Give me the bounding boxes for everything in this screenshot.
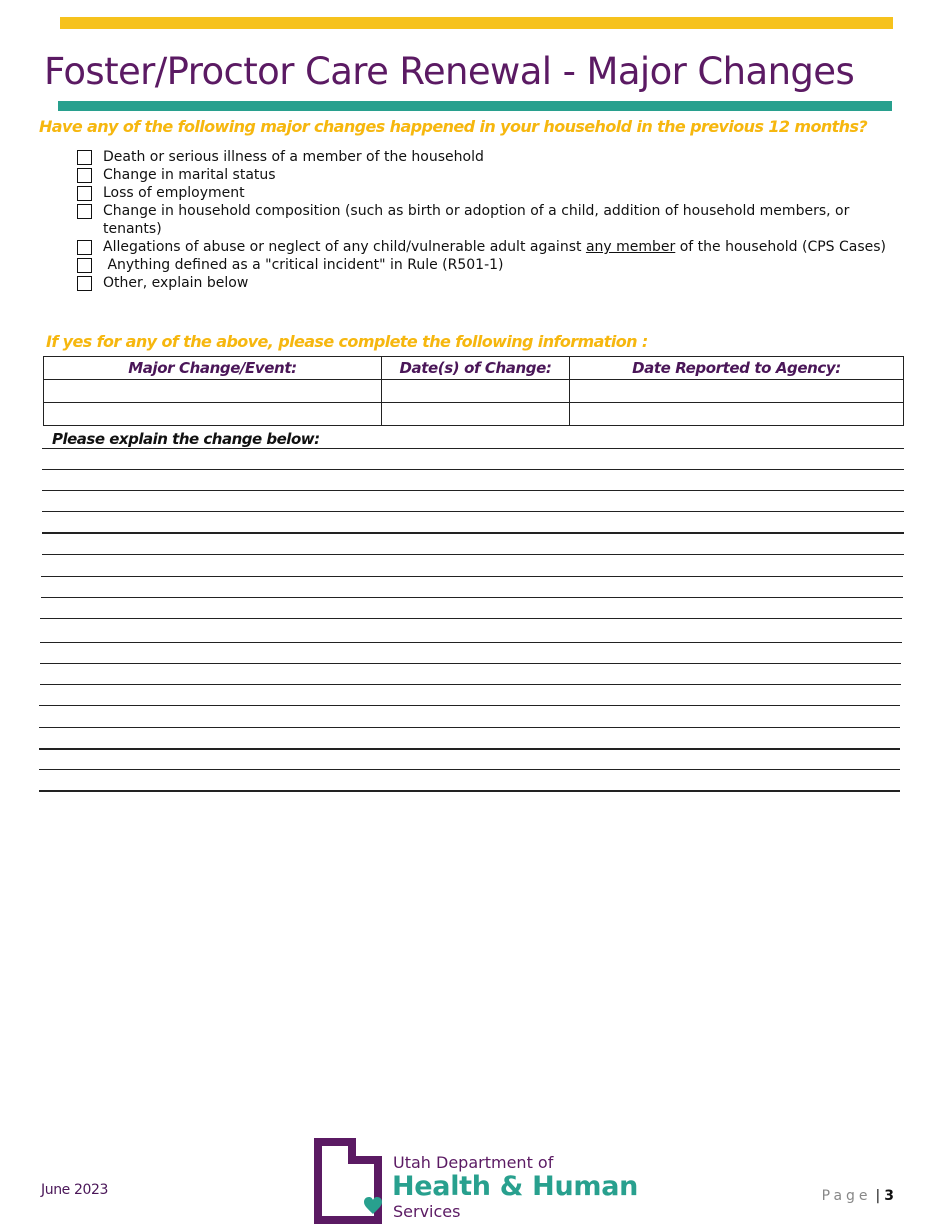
writing-line[interactable] — [39, 748, 900, 750]
event-cell[interactable] — [44, 380, 382, 403]
top-accent-bar — [60, 17, 893, 29]
table-row — [44, 380, 904, 403]
checklist-item-employment[interactable] — [77, 184, 897, 202]
checklist-item-label: Change in marital status — [103, 167, 276, 183]
reported-date-cell[interactable] — [570, 403, 904, 426]
emphasis-text: any member — [585, 239, 676, 255]
checklist-item-critical-incident[interactable] — [77, 256, 897, 274]
checklist-item-label: Death or serious illness of a member of the household — [103, 149, 484, 165]
writing-line[interactable] — [39, 769, 900, 770]
checklist-item-household-composition[interactable] — [77, 202, 897, 238]
column-header-reported-date: Date Reported to Agency: — [570, 357, 904, 380]
checklist-item-other[interactable] — [77, 274, 897, 292]
checklist-item-abuse-allegations[interactable] — [77, 238, 897, 256]
checkbox[interactable] — [77, 204, 92, 219]
title-underline-bar — [58, 101, 892, 111]
change-date-cell[interactable] — [382, 403, 570, 426]
checkbox[interactable] — [77, 168, 92, 183]
writing-line[interactable] — [42, 490, 904, 491]
reported-date-cell[interactable] — [570, 380, 904, 403]
logo-text-line-2: Health & Human — [392, 1171, 639, 1202]
logo-text-line-3: Services — [393, 1202, 461, 1221]
checkbox[interactable] — [77, 186, 92, 201]
major-changes-checklist — [77, 148, 897, 292]
writing-line[interactable] — [40, 684, 901, 685]
writing-line[interactable] — [41, 576, 903, 577]
checkbox[interactable] — [77, 240, 92, 255]
writing-line[interactable] — [39, 790, 900, 792]
writing-line[interactable] — [39, 727, 900, 728]
checkbox[interactable] — [77, 276, 92, 291]
page-label: Page — [821, 1188, 872, 1204]
checklist-item-label: Allegations of abuse or neglect of any child/vulnerable adult against any member of the household (CPS Cases) — [103, 239, 887, 255]
checklist-item-label: Other, explain below — [103, 275, 249, 291]
page-separator: | — [875, 1188, 881, 1204]
footer-date: June 2023 — [41, 1182, 108, 1198]
details-prompt: If yes for any of the above, please complete the following information : — [46, 332, 648, 351]
column-header-change-date: Date(s) of Change: — [382, 357, 570, 380]
column-header-event: Major Change/Event: — [44, 357, 382, 380]
explanation-label: Please explain the change below: — [52, 430, 320, 448]
logo-text-line-1: Utah Department of — [393, 1153, 554, 1172]
page-number-value: 3 — [884, 1188, 894, 1204]
page-number — [822, 1188, 894, 1204]
writing-line[interactable] — [42, 532, 904, 534]
checklist-item-label: Change in household composition (such as birth or adoption of a child, addition of household members, or tenants) — [103, 203, 850, 237]
checklist-item-marital-status[interactable] — [77, 166, 897, 184]
utah-state-icon — [312, 1138, 384, 1224]
checkbox[interactable] — [77, 150, 92, 165]
table-row — [44, 403, 904, 426]
major-changes-question: Have any of the following major changes happened in your household in the previous 12 months? — [39, 117, 868, 136]
writing-line[interactable] — [42, 554, 904, 555]
agency-logo — [312, 1138, 652, 1226]
major-changes-table — [43, 356, 904, 426]
writing-line[interactable] — [42, 469, 904, 470]
writing-line[interactable] — [42, 511, 904, 512]
page-title: Foster/Proctor Care Renewal - Major Changes — [44, 50, 855, 93]
writing-line[interactable] — [40, 663, 901, 664]
checkbox[interactable] — [77, 258, 92, 273]
writing-line[interactable] — [41, 597, 903, 598]
checklist-item-label: Loss of employment — [103, 185, 245, 201]
table-header-row — [44, 357, 904, 380]
checklist-item-death-illness[interactable] — [77, 148, 897, 166]
event-cell[interactable] — [44, 403, 382, 426]
writing-line[interactable] — [42, 448, 904, 449]
writing-line[interactable] — [40, 618, 902, 619]
writing-line[interactable] — [39, 705, 900, 706]
checklist-item-label: Anything defined as a "critical incident" in Rule (R501-1) — [103, 257, 504, 273]
writing-line[interactable] — [40, 642, 902, 643]
change-date-cell[interactable] — [382, 380, 570, 403]
